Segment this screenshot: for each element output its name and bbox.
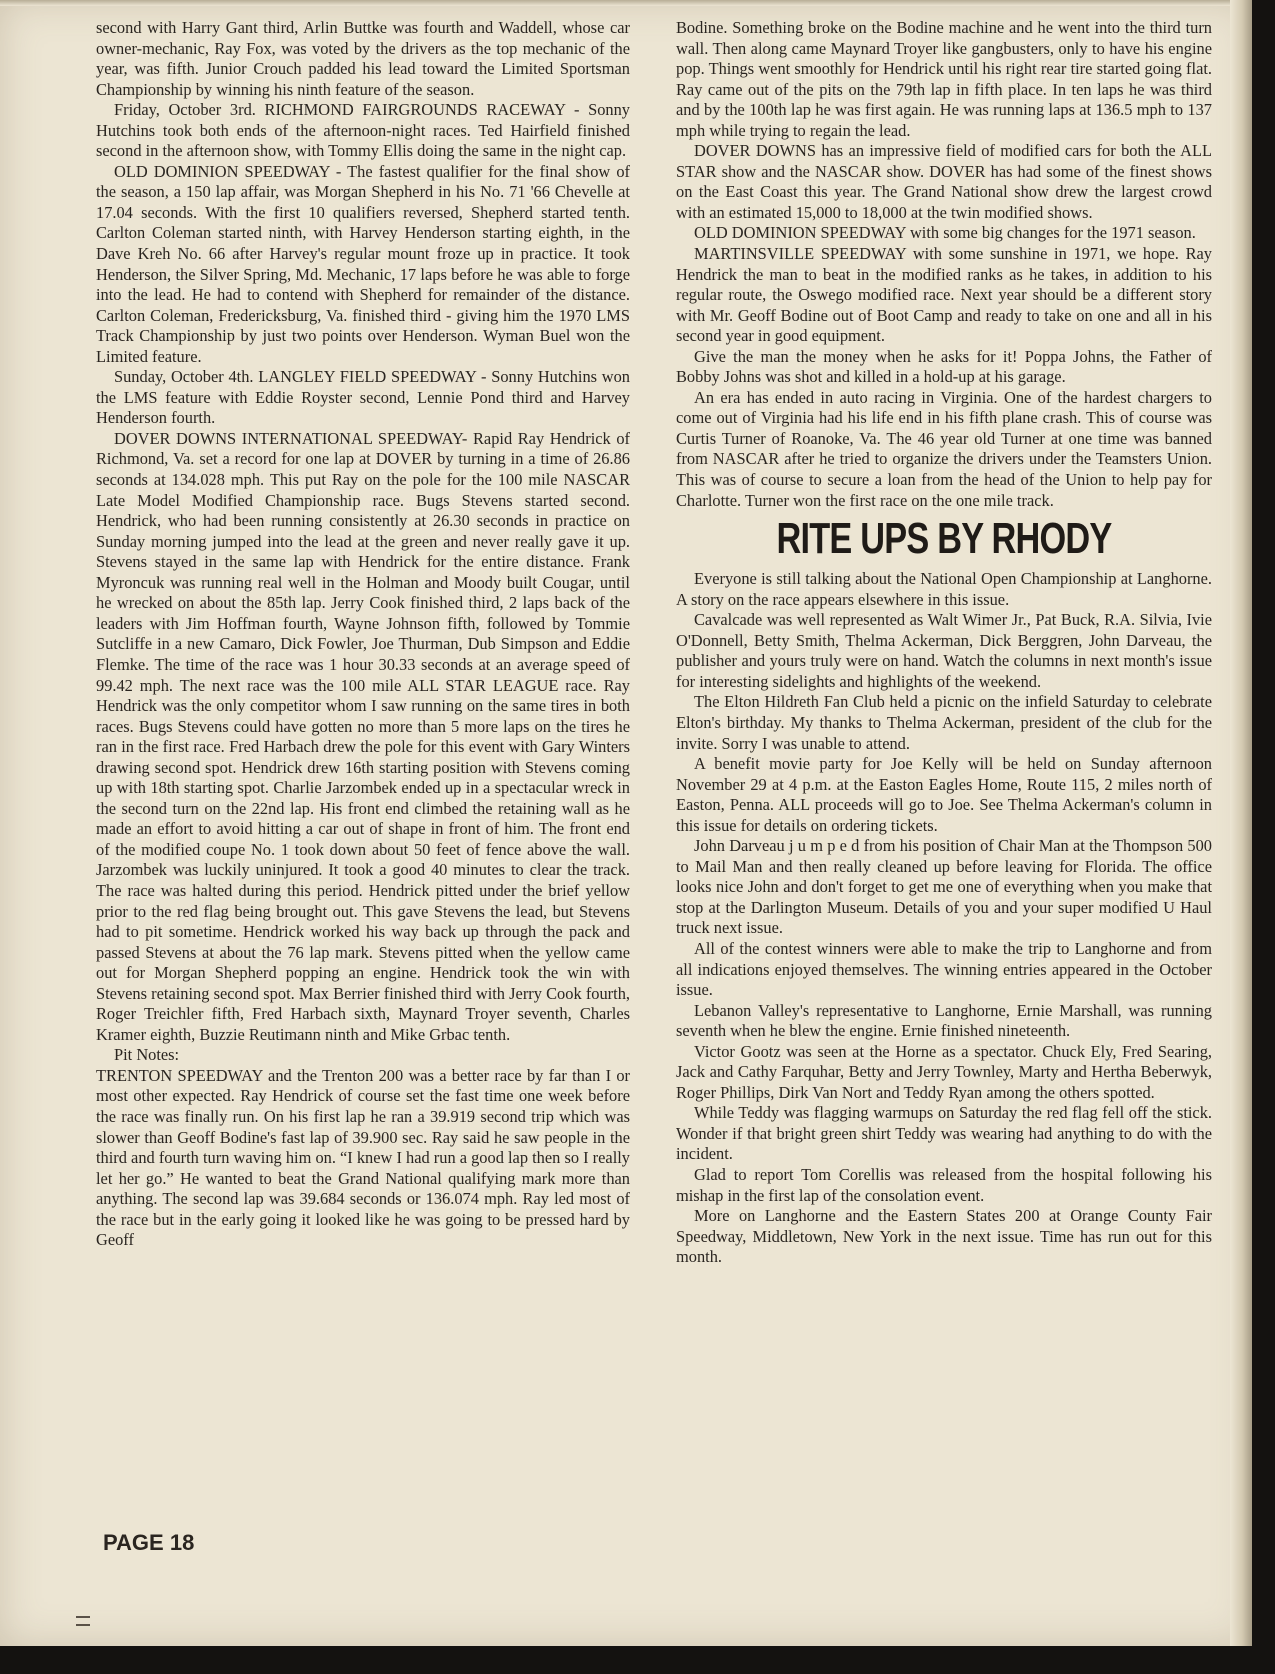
left-paragraph-4: Sunday, October 4th. LANGLEY FIELD SPEEDWAY - Sonny Hutchins won the LMS feature with Eddie Royster second, Lennie Pond third and Harvey Henderson fourth. bbox=[96, 367, 630, 428]
left-column bbox=[96, 18, 630, 1251]
right-column bbox=[676, 18, 1212, 1268]
rhody-paragraph-1: Everyone is still talking about the National Open Championship at Langhorne. A story on the race appears elsewhere in this issue. bbox=[676, 569, 1212, 609]
right-paragraph-3: OLD DOMINION SPEEDWAY with some big changes for the 1971 season. bbox=[694, 223, 1196, 243]
rhody-paragraph-6: All of the contest winners were able to make the trip to Langhorne and from all indications enjoyed themselves. The winning entries appeared in the October issue. bbox=[676, 938, 1212, 1000]
rhody-paragraph-4: A benefit movie party for Joe Kelly will be held on Sunday afternoon November 29 at 4 p.m. at the Easton Eagles Home, Route 115, 2 miles north of Easton, Penna. ALL proceeds will go to Joe. See Thelma Ackerman's column in this issue for details on ordering tickets. bbox=[676, 754, 1212, 835]
right-paragraph-4: MARTINSVILLE SPEEDWAY with some sunshine in 1971, we hope. Ray Hendrick the man to beat in the modified ranks as he takes, in addition to his regular route, the Oswego modified race. Next year should be a different story with Mr. Geoff Bodine out of Boot Camp and ready to take on one and all in his second year in good equipment. bbox=[676, 244, 1212, 346]
page-top-edge bbox=[0, 0, 1252, 6]
left-paragraph-1: second with Harry Gant third, Arlin Buttke was fourth and Waddell, whose car owner-mechanic, Ray Fox, was voted by the drivers as the top mechanic of the year, was fifth. Junior Crouch padded his lead toward the Limited Sportsman Championship by winning his ninth feature of the season. bbox=[96, 18, 630, 99]
rhody-paragraph-11: More on Langhorne and the Eastern States 200 at Orange County Fair Speedway, Middletown, New York in the next issue. Time has run out for this month. bbox=[676, 1206, 1212, 1267]
rhody-paragraph-7: Lebanon Valley's representative to Langhorne, Ernie Marshall, was running seventh when he blew the engine. Ernie finished nineteenth. bbox=[676, 1000, 1212, 1041]
right-paragraph-2: DOVER DOWNS has an impressive field of modified cars for both the ALL STAR show and the NASCAR show. DOVER has had some of the finest shows on the East Coast this year. The Grand National show drew the largest crowd with an estimated 15,000 to 18,000 at the twin modified shows. bbox=[676, 141, 1212, 222]
pit-notes-heading: Pit Notes: bbox=[114, 1045, 180, 1065]
right-paragraph-1: Bodine. Something broke on the Bodine machine and he went into the third turn wall. Then along came Maynard Troyer like gangbusters, only to have his engine pop. Things went smoothly for Hendrick until his right rear tire started going flat. Ray came out of the pits on the 79th lap in fifth place. In ten laps he was third and by the 100th lap he was first again. He was running laps at 136.5 mph to 137 mph while trying to regain the lead. bbox=[676, 18, 1212, 140]
margin-tick-mark bbox=[76, 1616, 90, 1618]
rhody-column-heading: RITE UPS BY RHODY bbox=[776, 514, 1112, 564]
right-paragraph-6: An era has ended in auto racing in Virginia. One of the hardest chargers to come out of Virginia had his life end in his fifth plane crash. This of course was Curtis Turner of Roanoke, Va. The 46 year old Turner at one time was banned from NASCAR after he tried to organize the drivers under the Teamsters Union. This was of course to secure a loan from the head of the Union to help pay for Charlotte. Turner won the first race on the one mile track. bbox=[676, 387, 1212, 510]
page-number-label: PAGE 18 bbox=[103, 1530, 195, 1555]
rhody-paragraph-3: The Elton Hildreth Fan Club held a picnic on the infield Saturday to celebrate Elton's birthday. My thanks to Thelma Ackerman, president of the club for the invite. Sorry I was unable to attend. bbox=[676, 692, 1212, 753]
rhody-paragraph-2: Cavalcade was well represented as Walt Wimer Jr., Pat Buck, R.A. Silvia, Ivie O'Donnell, Betty Smith, Thelma Ackerman, Dick Berggren, John Darveau, the publisher and yours truly were on hand. Watch the columns in next month's issue for interesting sidelights and highlights of the weekend. bbox=[676, 610, 1212, 691]
rhody-paragraph-10: Glad to report Tom Corellis was released from the hospital following his mishap in the first lap of the consolation event. bbox=[676, 1164, 1212, 1205]
page-binding-edge bbox=[1230, 0, 1252, 1646]
rhody-paragraph-9: While Teddy was flagging warmups on Saturday the red flag fell off the stick. Wonder if that bright green shirt Teddy was wearing had anything to do with the incident. bbox=[676, 1103, 1212, 1164]
left-paragraph-5: DOVER DOWNS INTERNATIONAL SPEEDWAY- Rapid Ray Hendrick of Richmond, Va. set a record for one lap at DOVER by turning in a time of 26.86 seconds at 134.028 mph. This put Ray on the pole for the 100 mile NASCAR Late Model Modified Championship race. Bugs Stevens started second. Hendrick, who had been running consistently at 26.30 seconds in practice on Sunday morning jumped into the lead at the green and never really gave it up. Stevens stayed in the same lap with Hendrick for the entire distance. Frank Myroncuk was running real well in the Holman and Moody built Cougar, until he wrecked on about the 85th lap. Jerry Cook finished third, 2 laps back of the leaders with Jim Hoffman fourth, Wayne Johnson fifth, followed by Tommie Sutcliffe in a new Camaro, Dick Fowler, Joe Thurman, Dub Simpson and Eddie Flemke. The time of the race was 1 hour 30.33 seconds at an average speed of 99.42 mph. The next race was the 100 mile ALL STAR LEAGUE race. Ray Hendrick was the only competitor whom I saw running on the same tires in both races. Bugs Stevens could have gotten no more than 5 more laps on the tires he ran in the first race. Fred Harbach drew the pole for this event with Gary Winters drawing second spot. Hendrick drew 16th starting position with Stevens coming up with 18th starting spot. Charlie Jarzombek ended up in a spectacular wreck in the second turn on the 22nd lap. His front end climbed the retaining wall as he made an effort to avoid hitting a car out of shape in front of him. The front end of the modified coupe No. 1 took down about 50 feet of fence above the wall. Jarzombek was luckily uninjured. It took a good 40 minutes to clear the track. The race was halted during this period. Hendrick pitted under the brief yellow prior to the red flag being brought out. This gave Stevens the lead, but Stevens had to pit sometime. Hendrick worked his way back up through the pack and passed Stevens at about the 76 lap mark. Stevens pitted when the yellow came out for Morgan Shepherd popping an engine. Hendrick took the win with Stevens retaining second spot. Max Berrier finished third with Jerry Cook fourth, Roger Treichler fifth, Fred Harbach sixth, Maynard Troyer seventh, Charles Kramer eighth, Buzzie Reutimann ninth and Mike Grbac tenth. bbox=[96, 428, 630, 1044]
left-paragraph-7: TRENTON SPEEDWAY and the Trenton 200 was a better race by far than I or most other expected. Ray Hendrick of course set the fast time one week before the race was finally run. On his first lap he ran a 39.919 second trip which was slower than Geoff Bodine's fast lap of 39.900 sec. Ray said he saw people in the third and fourth turn waving him on. “I knew I had run a good lap then so I really let her go.” He wanted to beat the Grand National qualifying mark more than anything. The second lap was 39.684 seconds or 136.074 mph. Ray led most of the race but in the early going it looked like he was going to be pressed hard by Geoff bbox=[96, 1065, 630, 1250]
rhody-paragraph-8: Victor Gootz was seen at the Horne as a spectator. Chuck Ely, Fred Searing, Jack and Cathy Farquhar, Betty and Jerry Townley, Marty and Hertha Beberwyk, Roger Phillips, Dirk Van Nort and Teddy Ryan among the others spotted. bbox=[676, 1041, 1212, 1102]
left-paragraph-2: Friday, October 3rd. RICHMOND FAIRGROUNDS RACEWAY - Sonny Hutchins took both ends of the afternoon-night races. Ted Hairfield finished second in the afternoon show, with Tommy Ellis doing the same in the night cap. bbox=[96, 100, 630, 161]
margin-tick-mark bbox=[76, 1624, 90, 1626]
right-paragraph-5: Give the man the money when he asks for it! Poppa Johns, the Father of Bobby Johns was shot and killed in a hold-up at his garage. bbox=[676, 346, 1212, 387]
left-paragraph-3: OLD DOMINION SPEEDWAY - The fastest qualifier for the final show of the season, a 150 lap affair, was Morgan Shepherd in his No. 71 '66 Chevelle at 17.04 seconds. With the first 10 qualifiers reversed, Shepherd started tenth. Carlton Coleman started ninth, with Harvey Henderson starting eighth, in the Dave Kreh No. 66 after Harvey's regular mount froze up in practice. It took Henderson, the Silver Spring, Md. Mechanic, 17 laps before he was able to forge into the lead. He had to contend with Shepherd for remainder of the distance. Carlton Coleman, Fredericksburg, Va. finished third - giving him the 1970 LMS Track Championship by just two points over Henderson. Wyman Buel won the Limited feature. bbox=[96, 161, 630, 366]
rhody-paragraph-5: John Darveau j u m p e d from his position of Chair Man at the Thompson 500 to Mail Man and then really cleaned up before leaving for Florida. The office looks nice John and don't forget to get me one of everything when you make that stop at the Darlington Museum. Details of you and your super modified U Haul truck next issue. bbox=[676, 836, 1212, 938]
